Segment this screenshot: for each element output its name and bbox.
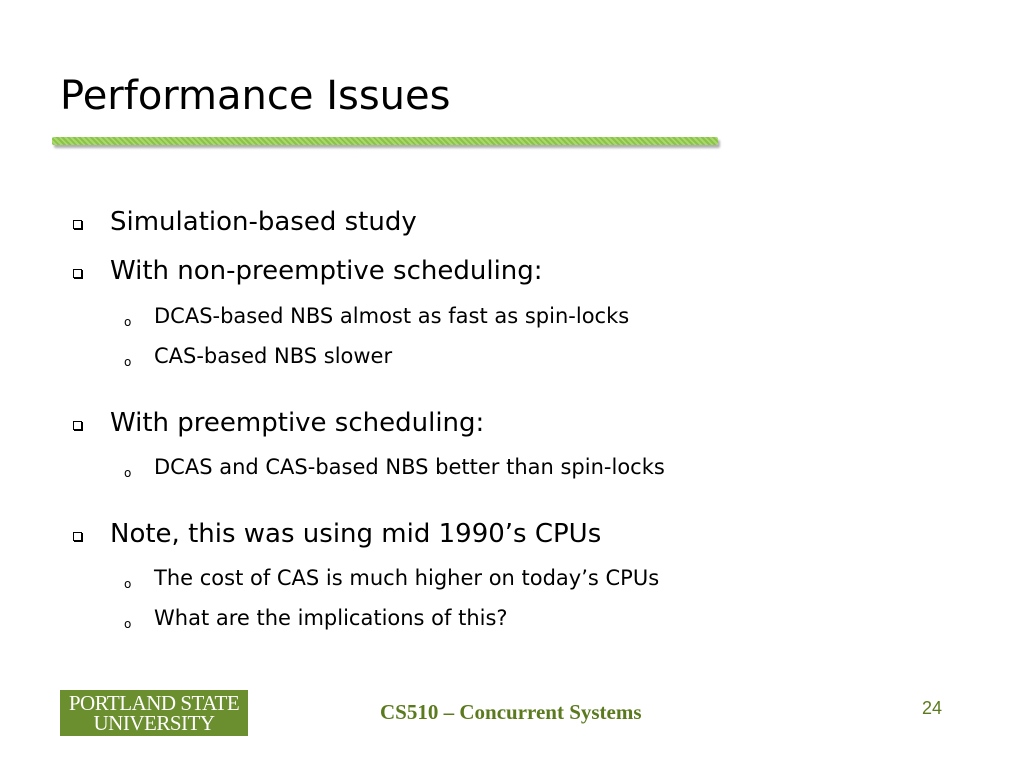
sub-bullet-circle-icon: o [124,617,132,631]
sub-bullet-circle-icon: o [124,355,132,369]
bullet-2-sub-2-text: CAS-based NBS slower [154,344,393,368]
logo-line-1: PORTLAND STATE [68,691,240,715]
logo-line-2: UNIVERSITY [93,711,215,735]
slide-title: Performance Issues [60,73,451,119]
slide-number: 24 [922,698,943,718]
sub-bullet-circle-icon: o [124,577,132,591]
bullet-square-icon [73,421,82,430]
bullet-square-icon [73,269,82,278]
portland-state-university-logo [60,690,248,736]
bullet-4-sub-2-text: What are the implications of this? [154,606,508,630]
bullet-3-sub-1-text: DCAS and CAS-based NBS better than spin-locks [154,455,665,479]
course-footer: CS510 – Concurrent Systems [380,700,642,724]
bullet-square-icon [73,532,82,541]
sub-bullet-circle-icon: o [124,315,132,329]
bullet-3-text: With preemptive scheduling: [110,408,485,438]
bullet-square-icon [73,220,82,229]
bullet-4-text: Note, this was using mid 1990’s CPUs [110,519,602,549]
bullet-2-sub-1-text: DCAS-based NBS almost as fast as spin-locks [154,304,630,328]
bullet-2-text: With non-preemptive scheduling: [110,256,543,286]
sub-bullet-circle-icon: o [124,466,132,480]
bullet-1-text: Simulation-based study [110,207,417,237]
bullet-4-sub-1-text: The cost of CAS is much higher on today’s CPUs [154,566,660,590]
